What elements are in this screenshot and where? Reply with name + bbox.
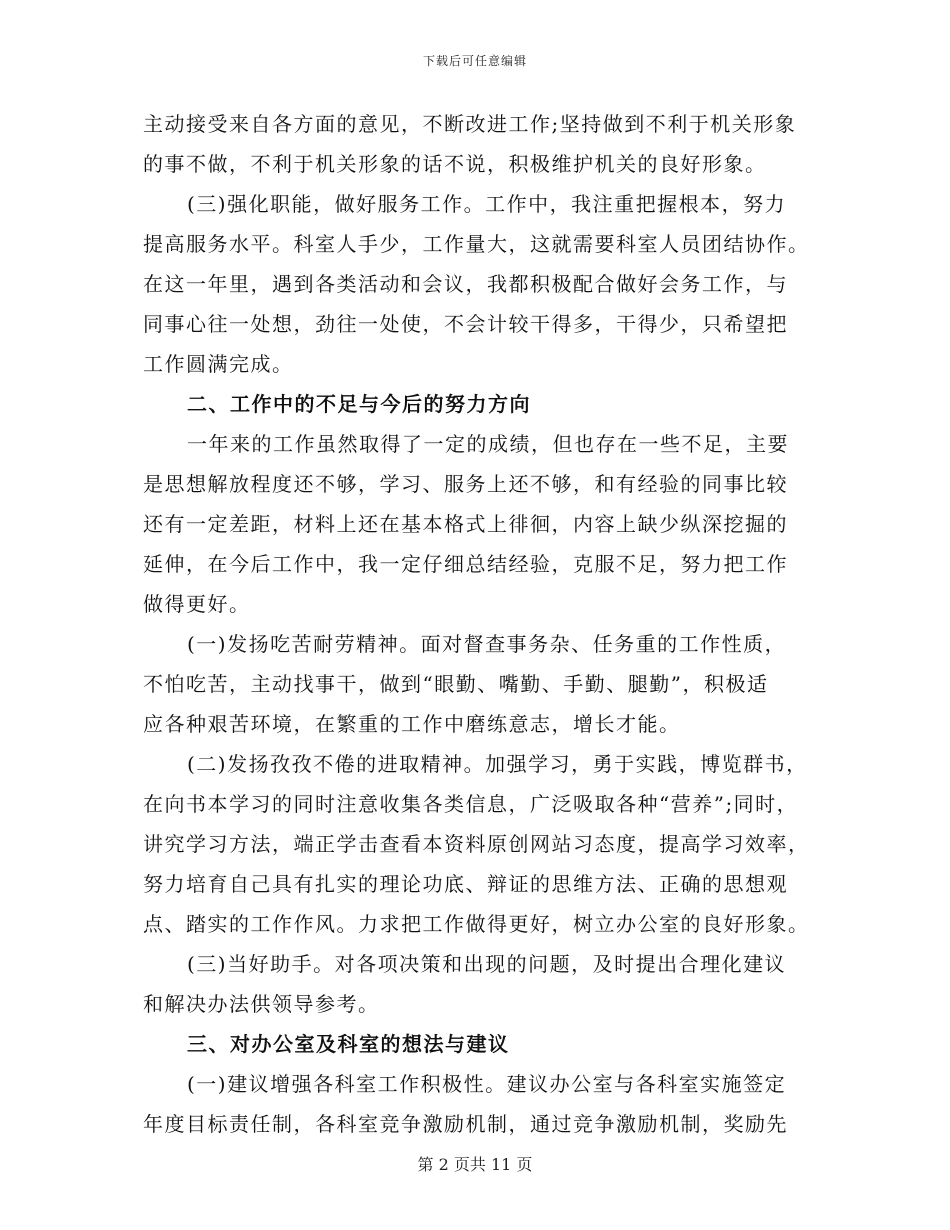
text-line: 应各种艰苦环境，在繁重的工作中磨练意志，增长才能。 [143, 712, 681, 736]
text-line: 一年来的工作虽然取得了一定的成绩，但也存在一些不足，主要 [187, 432, 789, 456]
page-header: 下载后可任意编辑 [422, 54, 527, 68]
text-line: 和解决办法供领导参考。 [143, 992, 380, 1016]
text-line: (一)发扬吃苦耐劳精神。面对督查事务杂、任务重的工作性质， [187, 632, 787, 656]
text-line: 在这一年里，遇到各类活动和会议，我都积极配合做好会务工作，与 [143, 272, 788, 296]
document-body [143, 104, 823, 1144]
text-line: 点、踏实的工作作风。力求把工作做得更好，树立办公室的良好形象。 [143, 912, 810, 936]
section-heading: 三、对办公室及科室的想法与建议 [187, 1032, 510, 1056]
text-line: 延伸，在今后工作中，我一定仔细总结经验，克服不足，努力把工作 [143, 552, 788, 576]
text-line: 讲究学习方法，端正学击查看本资料原创网站习态度，提高学习效率， [143, 832, 810, 856]
text-line: 主动接受来自各方面的意见，不断改进工作;坚持做到不利于机关形象 [143, 112, 797, 136]
text-line: (三)强化职能，做好服务工作。工作中，我注重把握根本，努力 [187, 192, 787, 216]
page-footer: 第 2 页共 11 页 [417, 1155, 533, 1174]
text-line: (一)建议增强各科室工作积极性。建议办公室与各科室实施签定 [187, 1072, 787, 1096]
text-line: 做得更好。 [143, 592, 251, 616]
text-line: 工作圆满完成。 [143, 352, 294, 376]
text-line: 同事心往一处想，劲往一处使，不会计较干得多，干得少，只希望把 [143, 312, 788, 336]
text-line: (二)发扬孜孜不倦的进取精神。加强学习，勇于实践，博览群书， [187, 752, 808, 776]
text-line: (三)当好助手。对各项决策和出现的问题，及时提出合理化建议 [187, 952, 787, 976]
text-line: 还有一定差距，材料上还在基本格式上徘徊，内容上缺少纵深挖掘的 [143, 512, 788, 536]
text-line: 年度目标责任制，各科室竞争激励机制，通过竞争激励机制，奖励先 [143, 1112, 788, 1136]
text-line: 是思想解放程度还不够，学习、服务上还不够，和有经验的同事比较 [143, 472, 788, 496]
section-heading: 二、工作中的不足与今后的努力方向 [187, 392, 531, 416]
text-line: 努力培育自己具有扎实的理论功底、辩证的思维方法、正确的思想观 [143, 872, 788, 896]
text-line: 不怕吃苦，主动找事干，做到“眼勤、嘴勤、手勤、腿勤”，积极适 [143, 672, 769, 696]
text-line: 在向书本学习的同时注意收集各类信息，广泛吸取各种“营养”;同时， [143, 792, 799, 816]
text-line: 的事不做，不利于机关形象的话不说，积极维护机关的良好形象。 [143, 152, 767, 176]
text-line: 提高服务水平。科室人手少，工作量大，这就需要科室人员团结协作。 [143, 232, 810, 256]
